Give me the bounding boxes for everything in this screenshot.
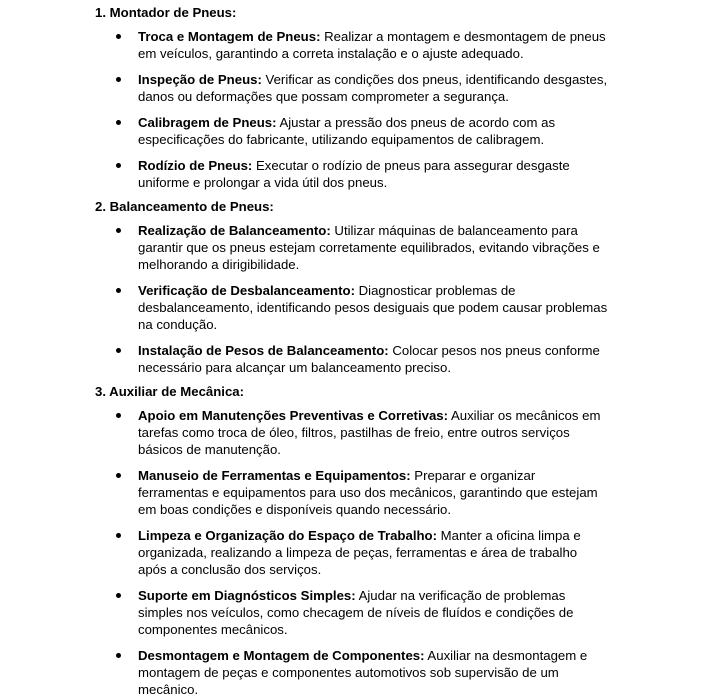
item-text: Realizar a montagem e desmontagem de pneus em veículos, garantindo a correta instalação e o ajuste adequado. — [138, 29, 606, 61]
section-montador-de-pneus — [0, 4, 701, 191]
list-item — [138, 647, 608, 698]
item-text: Diagnosticar problemas de desbalanceamento, identificando pesos desiguais que podem causar problemas na condução. — [138, 283, 608, 332]
list-item — [138, 407, 608, 458]
list-item — [138, 222, 608, 273]
section-balanceamento-de-pneus — [0, 198, 701, 376]
item-title: Realização de Balanceamento: — [138, 223, 331, 238]
item-text: Colocar pesos nos pneus conforme necessário para alcançar um balanceamento preciso. — [138, 343, 600, 375]
item-title: Calibragem de Pneus: — [138, 115, 277, 130]
bullet-icon — [116, 34, 121, 39]
item-list — [0, 407, 701, 698]
list-item — [138, 114, 608, 148]
item-text: Ajudar na verificação de problemas simples nos veículos, como checagem de níveis de fluídos e condições de componentes mecânicos. — [138, 588, 574, 637]
item-text: Auxiliar os mecânicos em tarefas como troca de óleo, filtros, pastilhas de freio, entre outros serviços básicos de manutenção. — [138, 408, 601, 457]
bullet-icon — [116, 473, 121, 478]
bullet-icon — [116, 228, 121, 233]
item-list — [0, 28, 701, 191]
item-title: Desmontagem e Montagem de Componentes: — [138, 648, 425, 663]
item-title: Apoio em Manutenções Preventivas e Corretivas: — [138, 408, 449, 423]
item-title: Rodízio de Pneus: — [138, 158, 253, 173]
item-title: Verificação de Desbalanceamento: — [138, 283, 355, 298]
bullet-icon — [116, 533, 121, 538]
list-item — [138, 587, 608, 638]
list-item — [138, 467, 608, 518]
list-item — [138, 71, 608, 105]
bullet-icon — [116, 77, 121, 82]
bullet-icon — [116, 653, 121, 658]
bullet-icon — [116, 288, 121, 293]
item-title: Suporte em Diagnósticos Simples: — [138, 588, 356, 603]
item-title: Inspeção de Pneus: — [138, 72, 262, 87]
list-item — [138, 282, 608, 333]
section-auxiliar-de-mecanica — [0, 383, 701, 698]
item-text: Ajustar a pressão dos pneus de acordo com as especificações do fabricante, utilizando equipamentos de calibragem. — [138, 115, 556, 147]
section-title: 2. Balanceamento de Pneus: — [95, 199, 274, 214]
bullet-icon — [116, 348, 121, 353]
item-title: Troca e Montagem de Pneus: — [138, 29, 321, 44]
section-title: 3. Auxiliar de Mecânica: — [95, 384, 245, 399]
item-text: Executar o rodízio de pneus para assegurar desgaste uniforme e prolongar a vida útil dos pneus. — [138, 158, 570, 190]
bullet-icon — [116, 163, 121, 168]
bullet-icon — [116, 413, 121, 418]
list-item — [138, 342, 608, 376]
list-item — [138, 157, 608, 191]
item-text: Utilizar máquinas de balanceamento para garantir que os pneus estejam corretamente equilibrados, evitando vibrações e melhorando a dirigibilidade. — [138, 223, 600, 272]
item-text: Verificar as condições dos pneus, identificando desgastes, danos ou deformações que possam comprometer a segurança. — [138, 72, 608, 104]
item-list — [0, 222, 701, 376]
item-text: Manter a oficina limpa e organizada, realizando a limpeza de peças, ferramentas e área de trabalho após a conclusão dos serviços. — [138, 528, 581, 577]
list-item — [138, 527, 608, 578]
item-title: Manuseio de Ferramentas e Equipamentos: — [138, 468, 411, 483]
list-item — [138, 28, 608, 62]
item-title: Instalação de Pesos de Balanceamento: — [138, 343, 389, 358]
bullet-icon — [116, 120, 121, 125]
item-title: Limpeza e Organização do Espaço de Trabalho: — [138, 528, 437, 543]
bullet-icon — [116, 593, 121, 598]
section-title: 1. Montador de Pneus: — [95, 5, 237, 20]
item-text: Auxiliar na desmontagem e montagem de peças e componentes automotivos sob supervisão de um mecânico. — [138, 648, 588, 697]
item-text: Preparar e organizar ferramentas e equipamentos para uso dos mecânicos, garantindo que estejam em boas condições e disponíveis quando necessário. — [138, 468, 598, 517]
